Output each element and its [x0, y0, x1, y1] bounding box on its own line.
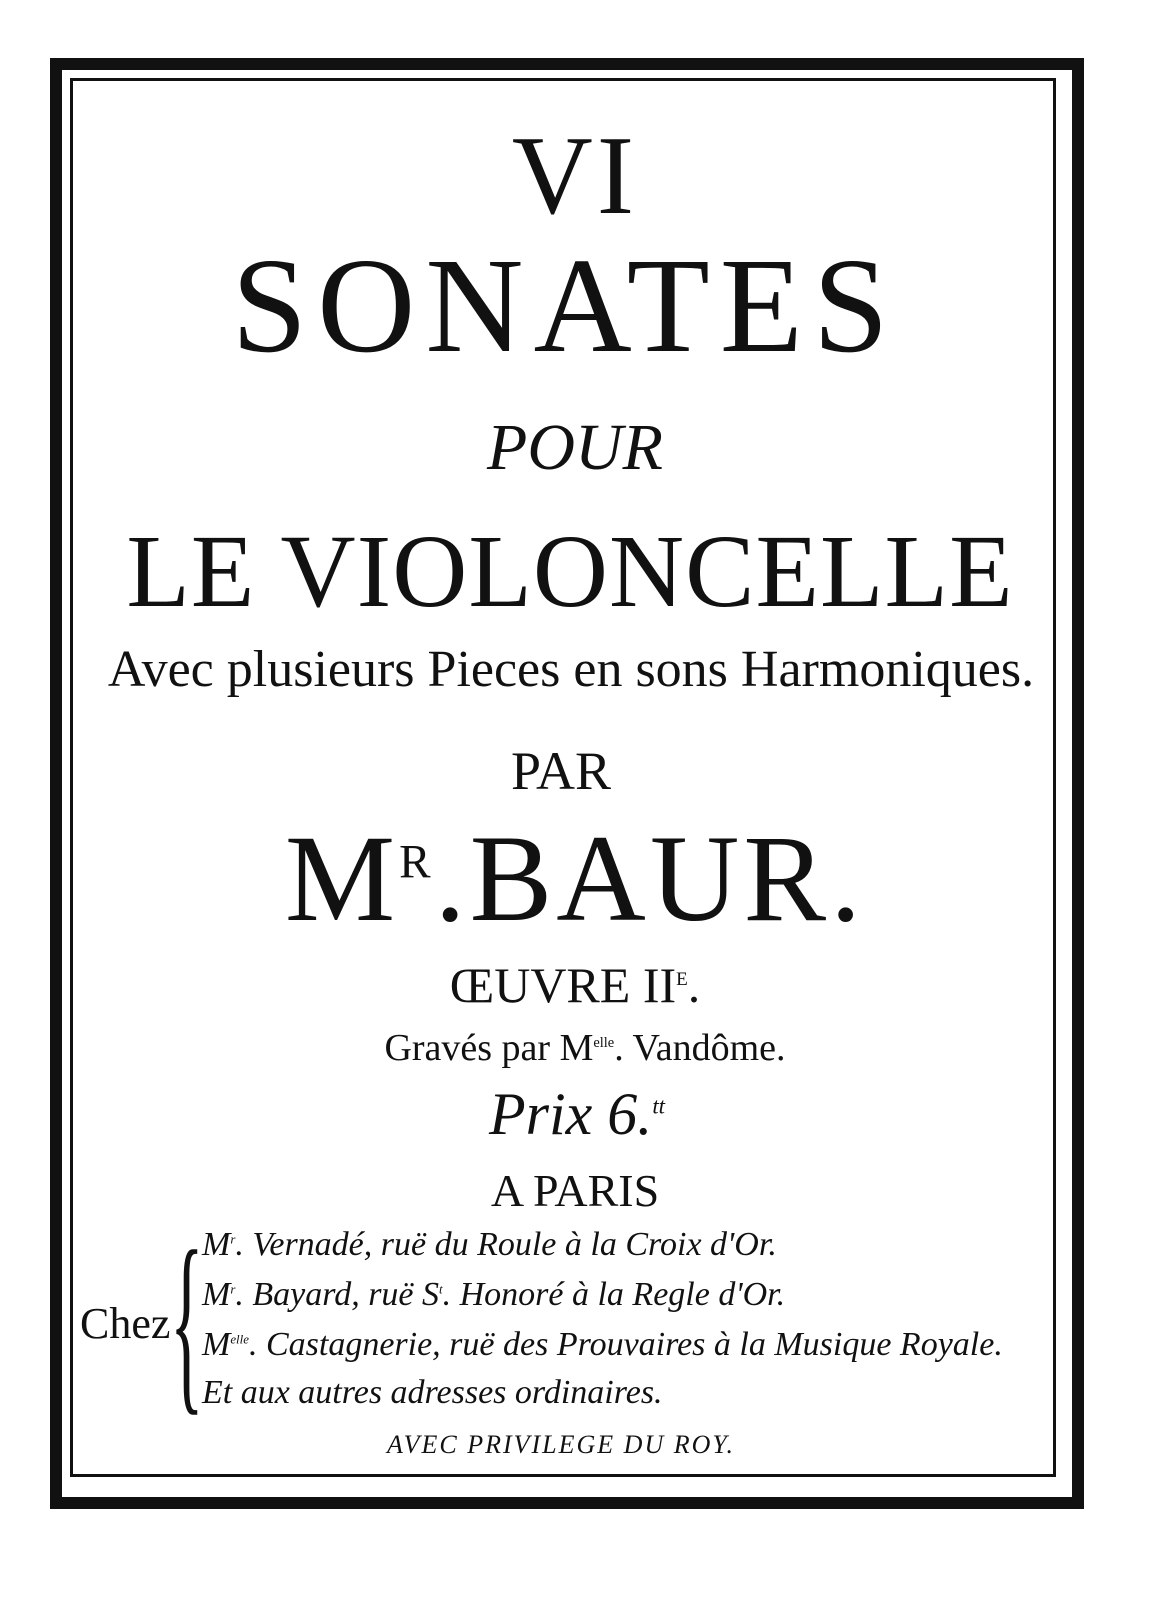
main-title: SONATES	[231, 231, 899, 381]
price-text: Prix 6.	[489, 1081, 653, 1147]
address-text: . Castagnerie, ruë des Prouvaires à la Musique Royale.	[248, 1326, 1003, 1363]
volume-number: VI	[511, 114, 639, 238]
brace-icon: {	[170, 1211, 204, 1432]
address-text: . Honoré à la Regle d'Or.	[442, 1276, 786, 1313]
price	[2, 1080, 1150, 1149]
address-line	[202, 1326, 1003, 1364]
address-text: . Vernadé, ruë du Roule à la Croix d'Or.	[235, 1226, 777, 1263]
city: A PARIS	[490, 1165, 660, 1216]
author-surname: .BAUR.	[434, 810, 866, 947]
address-text: Et aux autres adresses ordinaires.	[202, 1374, 663, 1411]
pour-text: POUR	[487, 411, 663, 484]
privilege-notice: AVEC PRIVILEGE DU ROY.	[387, 1430, 735, 1459]
engraver-sup: elle	[593, 1035, 615, 1052]
address-line	[202, 1226, 777, 1264]
address-sup: t	[439, 1281, 443, 1297]
address-sup: r	[230, 1281, 236, 1297]
opus-text: ŒUVRE II	[449, 957, 677, 1013]
address-sup: r	[230, 1231, 236, 1247]
engraver-credit	[10, 1026, 1150, 1070]
opus-sup: E	[676, 968, 688, 990]
subtitle: Avec plusieurs Pieces en sons Harmoniques.	[107, 641, 1035, 698]
par-text: PAR	[510, 741, 612, 801]
address-prefix: M	[202, 1326, 231, 1363]
instrument-title: LE VIOLONCELLE	[126, 514, 1014, 629]
address-prefix: M	[202, 1276, 231, 1313]
address-line	[202, 1276, 785, 1314]
engraver-prefix: Gravés par M	[384, 1027, 594, 1069]
chez-label: Chez	[80, 1299, 171, 1348]
engraver-name: . Vandôme.	[614, 1027, 786, 1069]
address-sup: elle	[230, 1331, 249, 1347]
opus-number	[0, 956, 1150, 1014]
price-sup: tt	[652, 1093, 665, 1119]
opus-end: .	[687, 957, 701, 1013]
address-prefix: M	[202, 1226, 231, 1263]
author-prefix-sup: R	[399, 836, 435, 889]
author-name	[0, 808, 1150, 950]
author-prefix: M	[284, 810, 400, 947]
address-text: . Bayard, ruë S	[235, 1276, 440, 1313]
address-line	[202, 1374, 663, 1412]
